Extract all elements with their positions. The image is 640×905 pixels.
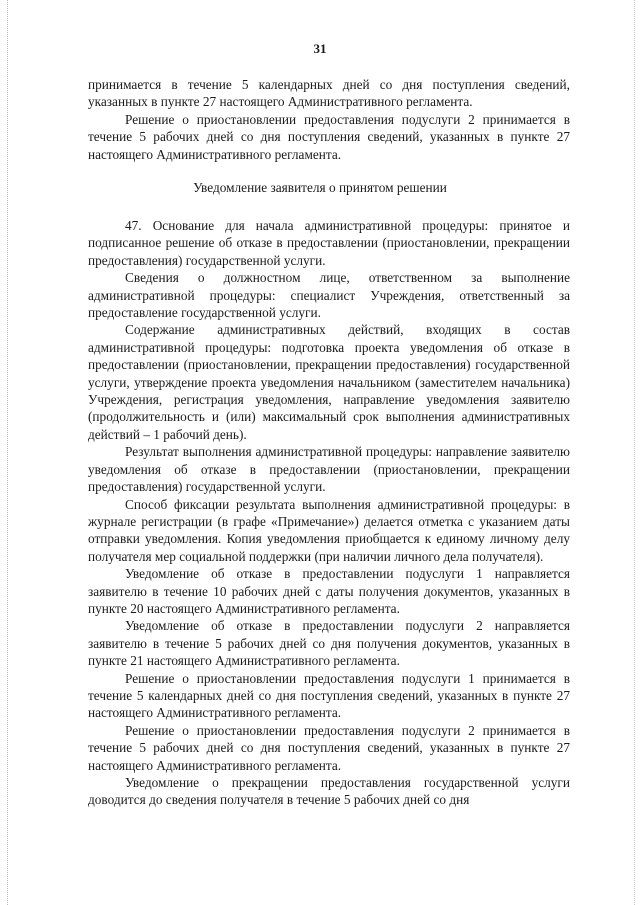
paragraph: Уведомление об отказе в предоставлении подуслуги 1 направляется заявителю в течение 10 рабочих дней с даты получения документов, указанных в пункте 20 настоящего Административного регламента. (88, 566, 570, 616)
main-text-block (88, 217, 570, 809)
paragraph: Сведения о должностном лице, ответственном за выполнение административной процедуры: специалист Учреждения, ответственный за предоставление государственной услуги. (88, 270, 570, 321)
paragraph: Результат выполнения административной процедуры: направление заявителю уведомления об отказе в предоставлении (приостановлении, прекращении предоставления) государственной услуги. (88, 444, 570, 495)
paragraph: Решение о приостановлении предоставления подуслуги 2 принимается в течение 5 рабочих дней со дня поступления сведений, указанных в пункте 27 настоящего Административного регламента. (88, 722, 570, 773)
top-text-block (88, 76, 570, 163)
scan-edge-right (634, 0, 636, 905)
page-number: 31 (313, 41, 327, 56)
scan-edge-left (7, 0, 9, 905)
paragraph: Уведомление об отказе в предоставлении подуслуги 2 направляется заявителю в течение 5 рабочих дней со дня получения документов, указанных в пункте 21 настоящего Административного регламента. (88, 618, 570, 669)
paragraph: Содержание административных действий, входящих в состав административной процедуры: подготовка проекта уведомления об отказе в предоставлении (приостановлении, прекращении предоставления) государственной услуги, утверждение проекта уведомления начальником (заместителем начальника) Учреждения, регистрация уведомления, направление уведомления заявителю (продолжительность и (или) максимальный срок выполнения административных действий – 1 рабочий день). (88, 322, 570, 442)
paragraph: Уведомление о прекращении предоставления государственной услуги доводится до сведения получателя в течение 5 рабочих дней со дня (88, 775, 570, 808)
paragraph: Способ фиксации результата выполнения административной процедуры: в журнале регистрации (в графе «Примечание») делается отметка с указанием даты отправки уведомления. Копия уведомления приобщается к единому личному делу получателя мер социальной поддержки (при наличии личного дела получателя). (88, 496, 570, 564)
paragraph: 47. Основание для начала административной процедуры: принятое и подписанное решение об отказе в предоставлении (приостановлении, прекращении предоставления) государственной услуги. (88, 218, 570, 268)
paragraph: Решение о приостановлении предоставления подуслуги 2 принимается в течение 5 рабочих дней со дня поступления сведений, указанных в пункте 27 настоящего Административного регламента. (88, 111, 570, 162)
section-heading: Уведомление заявителя о принятом решении (193, 180, 447, 195)
paragraph: Решение о приостановлении предоставления подуслуги 1 принимается в течение 5 календарных дней со дня поступления сведений, указанных в пункте 27 настоящего Административного регламента. (88, 670, 570, 721)
paragraph-continuation: принимается в течение 5 календарных дней со дня поступления сведений, указанных в пункте 27 настоящего Административного регламента. (88, 77, 570, 110)
